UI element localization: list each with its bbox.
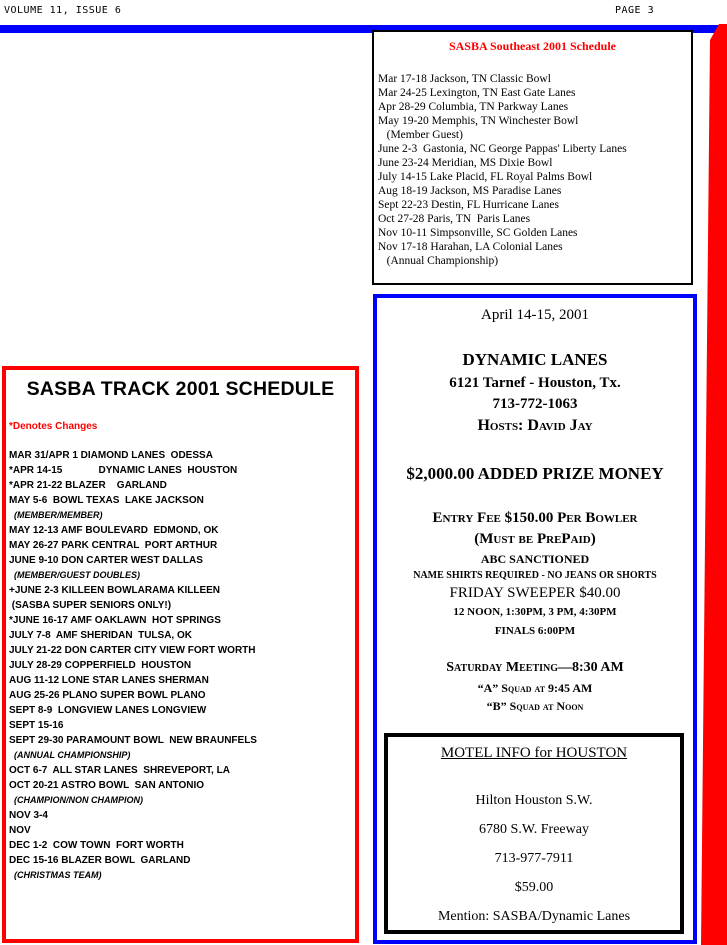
track-list-item: DEC 1-2 COW TOWN FORT WORTH xyxy=(9,840,184,851)
track-list-item: JULY 28-29 COPPERFIELD HOUSTON xyxy=(9,660,192,671)
motel-title: MOTEL INFO for HOUSTON xyxy=(440,745,628,761)
motel-phone: 713-977-7911 xyxy=(494,851,574,866)
track-list-item: (ANNUAL CHAMPIONSHIP) xyxy=(14,750,131,760)
southeast-list-item: Apr 28-29 Columbia, TN Parkway Lanes xyxy=(378,101,569,113)
track-list-item: AUG 25-26 PLANO SUPER BOWL PLANO xyxy=(9,690,206,701)
event-hosts: Hosts: David Jay xyxy=(477,417,593,434)
southeast-list-item: (Member Guest) xyxy=(378,129,463,141)
southeast-list-item: Mar 24-25 Lexington, TN East Gate Lanes xyxy=(378,87,576,99)
track-list-item: (SASBA SUPER SENIORS ONLY!) xyxy=(9,600,172,611)
track-list-item: NOV xyxy=(9,825,31,836)
southeast-list-item: (Annual Championship) xyxy=(378,255,499,267)
southeast-list-item: Oct 27-28 Paris, TN Paris Lanes xyxy=(378,213,531,225)
track-list-item: *APR 21-22 BLAZER GARLAND xyxy=(9,480,167,491)
track-list-item: *JUNE 16-17 AMF OAKLAWN HOT SPRINGS xyxy=(9,615,221,626)
track-list xyxy=(9,448,355,883)
southeast-title: SASBA Southeast 2001 Schedule xyxy=(448,39,617,53)
squad-b: “B” Squad at Noon xyxy=(486,699,584,713)
southeast-list-item: Aug 18-19 Jackson, MS Paradise Lanes xyxy=(378,185,562,197)
track-list-item: SEPT 8-9 LONGVIEW LANES LONGVIEW xyxy=(9,705,207,716)
track-list-item: JULY 21-22 DON CARTER CITY VIEW FORT WORTH xyxy=(9,645,256,656)
entry-fee: Entry Fee $150.00 Per Bowler xyxy=(432,510,638,526)
track-list-item: MAR 31/APR 1 DIAMOND LANES ODESSA xyxy=(9,450,213,461)
track-list-item: MAY 12-13 AMF BOULEVARD EDMOND, OK xyxy=(9,525,219,536)
motel-street: 6780 S.W. Freeway xyxy=(479,822,589,837)
friday-sweeper: FRIDAY SWEEPER $40.00 xyxy=(449,585,621,601)
event-date: April 14-15, 2001 xyxy=(481,307,589,323)
track-list-item: (CHRISTMAS TEAM) xyxy=(14,870,102,880)
event-venue: DYNAMIC LANES xyxy=(462,350,608,369)
track-list-item: SEPT 15-16 xyxy=(9,720,64,731)
track-schedule-box xyxy=(2,366,359,943)
southeast-list-item: July 14-15 Lake Placid, FL Royal Palms Bowl xyxy=(378,171,593,183)
southeast-list xyxy=(378,72,691,268)
track-list-item: (MEMBER/MEMBER) xyxy=(14,510,103,520)
track-list-item: NOV 3-4 xyxy=(9,810,48,821)
track-list-item: *APR 14-15 DYNAMIC LANES HOUSTON xyxy=(9,465,238,476)
track-list-item: SEPT 29-30 PARAMOUNT BOWL NEW BRAUNFELS xyxy=(9,735,257,746)
changes-note: *Denotes Changes xyxy=(9,421,98,432)
sanction: ABC SANCTIONED xyxy=(480,552,590,566)
southeast-list-item: June 23-24 Meridian, MS Dixie Bowl xyxy=(378,157,553,169)
southeast-list-item: Nov 10-11 Simpsonville, SC Golden Lanes xyxy=(378,227,578,239)
sweeper-times: 12 NOON, 1:30PM, 3 PM, 4:30PM xyxy=(453,606,617,618)
prize-money: $2,000.00 ADDED PRIZE MONEY xyxy=(406,464,664,483)
prepaid-note: (Must be PrePaid) xyxy=(474,531,596,547)
track-list-item: JULY 7-8 AMF SHERIDAN TULSA, OK xyxy=(9,630,192,641)
southeast-list-item: Sept 22-23 Destin, FL Hurricane Lanes xyxy=(378,199,559,211)
track-list-item: (MEMBER/GUEST DOUBLES) xyxy=(14,570,140,580)
motel-info-box xyxy=(384,733,684,934)
southeast-list-item: June 2-3 Gastonia, NC George Pappas' Liberty Lanes xyxy=(378,143,627,155)
track-list-item: OCT 20-21 ASTRO BOWL SAN ANTONIO xyxy=(9,780,205,791)
track-list-item: (CHAMPION/NON CHAMPION) xyxy=(14,795,143,805)
motel-mention: Mention: SASBA/Dynamic Lanes xyxy=(437,909,631,924)
track-list-item: OCT 6-7 ALL STAR LANES SHREVEPORT, LA xyxy=(9,765,230,776)
southeast-list-item: Nov 17-18 Harahan, LA Colonial Lanes xyxy=(378,241,563,253)
event-phone: 713-772-1063 xyxy=(492,396,578,412)
saturday-meeting: Saturday Meeting—8:30 AM xyxy=(446,660,624,675)
event-address: 6121 Tarnef - Houston, Tx. xyxy=(449,375,621,391)
track-list-item: MAY 26-27 PARK CENTRAL PORT ARTHUR xyxy=(9,540,218,551)
track-list-item: +JUNE 2-3 KILLEEN BOWLARAMA KILLEEN xyxy=(9,585,221,596)
finals-time: FINALS 6:00PM xyxy=(494,625,576,637)
motel-name: Hilton Houston S.W. xyxy=(475,793,593,808)
track-list-item: JUNE 9-10 DON CARTER WEST DALLAS xyxy=(9,555,203,566)
squad-a: “A” Squad at 9:45 AM xyxy=(477,681,593,695)
track-list-item: MAY 5-6 BOWL TEXAS LAKE JACKSON xyxy=(9,495,204,506)
track-list-item: DEC 15-16 BLAZER BOWL GARLAND xyxy=(9,855,191,866)
volume-issue: VOLUME 11, ISSUE 6 xyxy=(4,5,122,16)
southeast-schedule-box xyxy=(372,30,693,285)
dress-code: NAME SHIRTS REQUIRED - NO JEANS OR SHORTS xyxy=(413,570,657,581)
motel-price: $59.00 xyxy=(514,880,554,895)
southeast-list-item: Mar 17-18 Jackson, TN Classic Bowl xyxy=(378,73,551,85)
southeast-list-item: May 19-20 Memphis, TN Winchester Bowl xyxy=(378,115,579,127)
track-list-item: AUG 11-12 LONE STAR LANES SHERMAN xyxy=(9,675,209,686)
track-title: SASBA TRACK 2001 SCHEDULE xyxy=(26,378,335,400)
page-number: PAGE 3 xyxy=(615,5,655,16)
